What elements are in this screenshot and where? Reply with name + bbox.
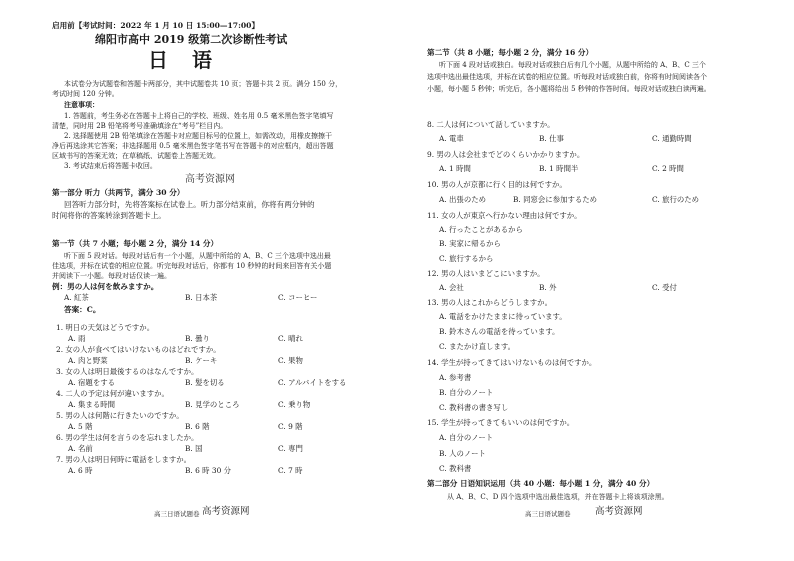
q11-option-a: A. 行ったことがあるから xyxy=(439,225,523,234)
q12-option-c: C. 受付 xyxy=(652,283,677,292)
question-2: 2. 女の人が食べてはいけないものはどれですか。 xyxy=(56,345,221,354)
q10-option-c: C. 旅行のため xyxy=(652,195,700,204)
q2-option-c: C. 果物 xyxy=(278,356,303,365)
example-option-c: C. コーヒー xyxy=(278,293,318,302)
section2-desc-3: 小题，每小题 5 秒钟；听完后，各小题将给出 5 秒钟的作答时间。每段对话或独白读两遍。 xyxy=(427,85,711,93)
q5-option-b: B. 6 階 xyxy=(185,422,210,431)
question-9: 9. 男の人は会社までどのくらいかかりますか。 xyxy=(427,150,585,159)
question-8: 8. 二人は何について話していますか。 xyxy=(427,120,555,129)
note-1a: 1. 答题前，考生务必在答题卡上将自己的学校、班级、姓名用 0.5 毫米黑色签字笔填写 xyxy=(64,112,334,120)
q6-option-b: B. 国 xyxy=(185,444,203,453)
q11-option-c: C. 旅行するから xyxy=(439,254,494,263)
part1-desc-2: 时间将你的答案转涂到答题卡上。 xyxy=(52,211,166,220)
school-title: 绵阳市高中 2019 级第二次诊断性考试 xyxy=(95,33,288,46)
q9-option-c: C. 2 時間 xyxy=(652,164,684,173)
q8-option-b: B. 仕事 xyxy=(539,134,564,143)
intro-line-2: 考试时间 120 分钟。 xyxy=(52,90,119,98)
q9-option-b: B. 1 時間半 xyxy=(539,164,579,173)
section2-desc-2: 选项中选出最佳选项，并标在试卷的相应位置。听每段对话或独白前，你将有时间阅读各个 xyxy=(427,73,707,81)
section1-title: 第一节（共 7 小题；每小题 2 分，满分 14 分） xyxy=(52,239,219,248)
q14-option-b: B. 自分のノート xyxy=(439,388,494,397)
left-footer-watermark: 高考资源网 xyxy=(202,506,250,517)
intro-line-1: 本试卷分为试题卷和答题卡两部分，其中试题卷共 10 页；答题卡共 2 页。满分 150 分， xyxy=(64,80,343,88)
q8-option-c: C. 通勤時間 xyxy=(652,134,692,143)
q4-option-c: C. 乗り物 xyxy=(278,400,311,409)
q14-option-c: C. 教科書の書き写し xyxy=(439,403,509,412)
section2-desc-1: 听下面 4 段对话或独白。每段对话或独白后有几个小题，从题中所给的 A、B、C 三个 xyxy=(439,61,706,69)
q13-option-b: B. 鈴木さんの電話を待っています。 xyxy=(439,327,560,336)
q10-option-b: B. 同窓会に参加するため xyxy=(513,195,598,204)
part1-desc-1: 回答听力部分时，先将答案标在试卷上。听力部分结束前，你将有两分钟的 xyxy=(64,200,315,209)
q7-option-c: C. 7 時 xyxy=(278,466,303,475)
q7-option-b: B. 6 時 30 分 xyxy=(185,466,232,475)
q5-option-a: A. 5 階 xyxy=(68,422,93,431)
q5-option-c: C. 9 階 xyxy=(278,422,303,431)
q10-option-a: A. 出張のため xyxy=(439,195,486,204)
left-footer: 高三日语试题卷 xyxy=(154,510,200,518)
section1-desc-2: 佳选项，并标在试卷的相应位置。听完每段对话后，你都有 10 秒钟的时间来回答有关小题 xyxy=(52,262,332,270)
question-1: 1. 明日の天気はどうですか。 xyxy=(56,323,155,332)
exam-time-header: 启用前【考试时间：2022 年 1 月 10 日 15:00—17:00】 xyxy=(52,21,260,30)
q11-option-b: B. 実家に帰るから xyxy=(439,239,501,248)
section1-desc-3: 并阅读下一小题。每段对话仅读一遍。 xyxy=(52,272,171,280)
q12-option-a: A. 会社 xyxy=(439,283,464,292)
right-footer-watermark: 高考资源网 xyxy=(595,506,643,517)
part2-desc: 从 A、B、C、D 四个选项中选出最佳选项，并在答题卡上将该项涂黑。 xyxy=(447,493,669,501)
q6-option-c: C. 専門 xyxy=(278,444,303,453)
q6-option-a: A. 名前 xyxy=(68,444,93,453)
q1-option-c: C. 晴れ xyxy=(278,334,303,343)
q15-option-a: A. 自分のノート xyxy=(439,433,494,442)
right-footer: 高三日语试题卷 xyxy=(525,510,571,518)
note-2b: 净后再选涂其它答案；非选择题用 0.5 毫米黑色签字笔书写在答题卡的对应框内，超出答题 xyxy=(52,142,334,150)
part2-title: 第二部分 日语知识运用（共 40 小题：每小题 1 分，满分 40 分） xyxy=(427,479,655,488)
question-10: 10. 男の人が京都に行く目的は何ですか。 xyxy=(427,180,567,189)
q15-option-c: C. 教科書 xyxy=(439,464,472,473)
section2-title: 第二节（共 8 小题；每小题 2 分，满分 16 分） xyxy=(427,48,594,57)
question-5: 5. 男の人は何階に行きたいのですか。 xyxy=(56,411,184,420)
q7-option-a: A. 6 時 xyxy=(68,466,93,475)
question-15: 15. 学生が持ってきてもいいのは何ですか。 xyxy=(427,418,575,427)
right-page xyxy=(397,0,794,561)
section1-desc-1: 听下面 5 段对话。每段对话后有一个小题，从题中所给的 A、B、C 三个选项中选出最 xyxy=(64,252,331,260)
question-4: 4. 二人の予定は何が違いますか。 xyxy=(56,389,169,398)
q12-option-b: B. 外 xyxy=(539,283,557,292)
note-1b: 清楚，同时用 2B 铅笔将考号准确填涂在“考号”栏目内。 xyxy=(52,122,228,130)
q2-option-a: A. 肉と野菜 xyxy=(68,356,108,365)
q9-option-a: A. 1 時間 xyxy=(439,164,471,173)
example-question: 例：男の人は何を飲みますか。 xyxy=(52,282,159,291)
question-3: 3. 女の人は明日最後するのはなんですか。 xyxy=(56,367,199,376)
note-2c: 区域书写的答案无效；在草稿纸、试题卷上答题无效。 xyxy=(52,152,220,160)
q13-option-a: A. 電話をかけたままに待っています。 xyxy=(439,312,567,321)
note-2a: 2. 选择题使用 2B 铅笔填涂在答题卡对应题目标号的位置上，如需改动，用橡皮擦擦干 xyxy=(64,132,332,140)
watermark-text: 高考资源网 xyxy=(185,174,235,185)
q4-option-a: A. 集まる時間 xyxy=(68,400,115,409)
question-14: 14. 学生が持ってきてはいけないものは何ですか。 xyxy=(427,358,597,367)
question-6: 6. 男の学生は何を言うのを忘れましたか。 xyxy=(56,433,199,442)
example-answer: 答案：C。 xyxy=(64,305,101,314)
notes-heading: 注意事项： xyxy=(64,100,99,109)
subject-title: 日 语 xyxy=(148,48,214,72)
q13-option-c: C. またかけ直します。 xyxy=(439,342,516,351)
question-7: 7. 男の人は明日何時に電話をしますか。 xyxy=(56,455,192,464)
note-3: 3. 考试结束后将答题卡收回。 xyxy=(64,162,157,170)
q3-option-a: A. 宿題をする xyxy=(68,378,115,387)
example-option-a: A. 紅茶 xyxy=(64,293,89,302)
q1-option-b: B. 曇り xyxy=(185,334,210,343)
question-13: 13. 男の人はこれからどうしますか。 xyxy=(427,298,552,307)
q3-option-b: B. 髪を切る xyxy=(185,378,225,387)
example-option-b: B. 日本茶 xyxy=(185,293,218,302)
part1-title: 第一部分 听力（共两节，满分 30 分） xyxy=(52,188,185,197)
q8-option-a: A. 電車 xyxy=(439,134,464,143)
q2-option-b: B. ケーキ xyxy=(185,356,218,365)
q14-option-a: A. 参考書 xyxy=(439,373,472,382)
q4-option-b: B. 見学のところ xyxy=(185,400,240,409)
q1-option-a: A. 雨 xyxy=(68,334,86,343)
question-12: 12. 男の人はいまどこにいますか。 xyxy=(427,269,545,278)
q15-option-b: B. 人のノート xyxy=(439,449,486,458)
question-11: 11. 女の人が東京へ行かない理由は何ですか。 xyxy=(427,211,582,220)
q3-option-c: C. アルバイトをする xyxy=(278,378,347,387)
